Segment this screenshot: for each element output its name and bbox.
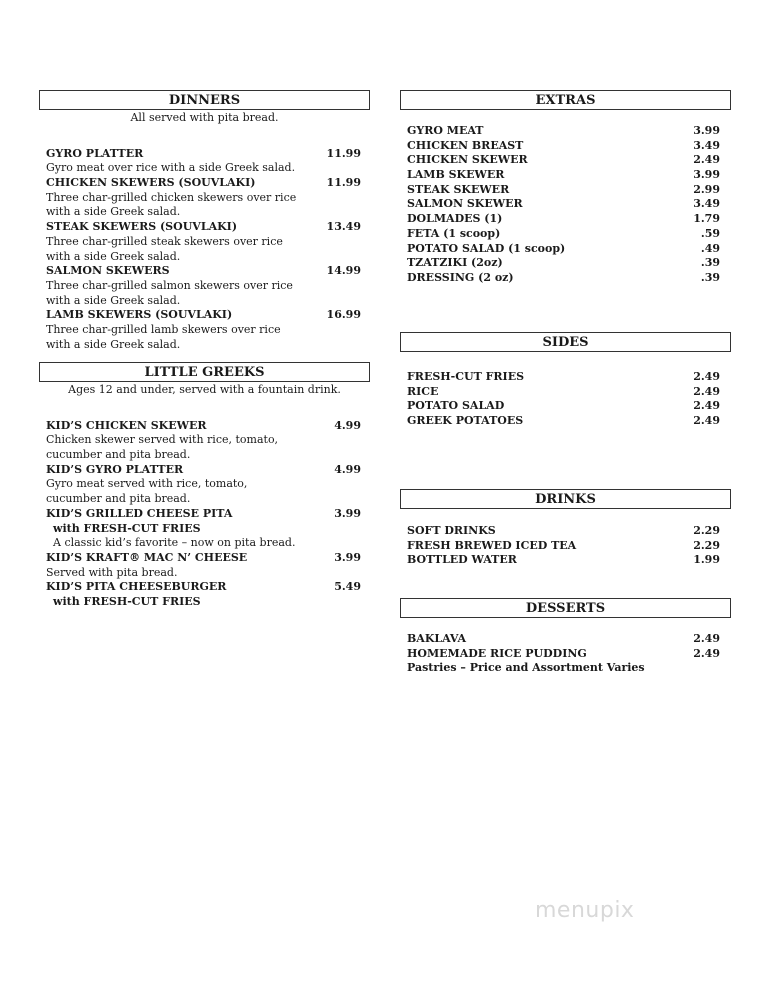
description-text: Chicken skewer served with rice, tomato,	[46, 433, 279, 447]
description-text: Gyro meat served with rice, tomato,	[46, 477, 248, 491]
item-name: LAMB SKEWERS (SOUVLAKI)	[46, 308, 233, 322]
item-name: GYRO MEAT	[407, 124, 484, 137]
menu-item	[407, 539, 731, 554]
item-name: CHICKEN SKEWER	[407, 153, 528, 167]
item-price: .39	[700, 270, 720, 284]
item-name: with FRESH-CUT FRIES	[53, 594, 201, 608]
item-price: 2.49	[693, 414, 720, 428]
item-list	[46, 419, 370, 610]
menu-item	[407, 647, 731, 662]
item-price: 4.99	[334, 462, 361, 476]
item-name: SALMON SKEWERS	[46, 264, 170, 278]
section-header: DRINKS	[400, 489, 731, 509]
section-sides	[400, 332, 731, 429]
menu-item	[407, 183, 731, 198]
item-price: 13.49	[326, 220, 361, 234]
item-description	[46, 294, 370, 309]
item-description	[46, 433, 370, 448]
item-name: RICE	[407, 384, 439, 398]
menu-item	[407, 227, 731, 242]
description-text: with a side Greek salad.	[46, 249, 181, 263]
item-price: 2.49	[693, 384, 720, 398]
section-header: DESSERTS	[400, 598, 731, 618]
item-price: 14.99	[326, 264, 361, 278]
menu-item	[407, 168, 731, 183]
item-description	[46, 566, 370, 581]
item-name: POTATO SALAD	[407, 399, 505, 413]
item-name: CHICKEN SKEWERS (SOUVLAKI)	[46, 176, 256, 190]
menu-item	[46, 595, 370, 610]
item-description	[46, 477, 370, 492]
item-description	[46, 338, 370, 353]
section-dinners	[39, 90, 370, 352]
menu-item	[407, 661, 731, 676]
item-name: Pastries – Price and Assortment Varies	[407, 661, 645, 675]
item-name: KID’S GRILLED CHEESE PITA	[46, 506, 233, 520]
item-price: 4.99	[334, 418, 361, 432]
item-name: KID’S PITA CHEESEBURGER	[46, 580, 227, 594]
item-name: BAKLAVA	[407, 632, 467, 645]
description-text: with a side Greek salad.	[46, 337, 181, 351]
item-price: .59	[700, 226, 720, 240]
menu-item	[407, 385, 731, 400]
item-description	[46, 448, 370, 463]
menu-item	[407, 271, 731, 286]
section-desserts	[400, 598, 731, 676]
item-description	[46, 536, 370, 551]
description-text: Gyro meat over rice with a side Greek salad.	[46, 161, 296, 175]
description-text: cucumber and pita bread.	[46, 492, 191, 506]
item-price: 3.49	[693, 138, 720, 152]
item-name: TZATZIKI (2oz)	[407, 256, 503, 270]
menu-item	[407, 632, 731, 647]
item-price: 2.29	[693, 524, 720, 537]
section-little-greeks	[39, 362, 370, 610]
item-price: 2.49	[693, 399, 720, 413]
item-price: 3.49	[693, 197, 720, 211]
menu-item	[407, 139, 731, 154]
description-text: Three char-grilled steak skewers over rice	[46, 234, 283, 248]
item-price: 2.29	[693, 538, 720, 552]
description-text: Three char-grilled chicken skewers over rice	[46, 190, 297, 204]
description-text: Three char-grilled lamb skewers over rice	[46, 322, 281, 336]
item-price: 2.49	[693, 646, 720, 660]
section-header: LITTLE GREEKS	[39, 362, 370, 382]
item-description	[46, 323, 370, 338]
item-name: KID’S CHICKEN SKEWER	[46, 418, 207, 432]
item-list	[407, 632, 731, 676]
item-description	[46, 492, 370, 507]
menu-item	[407, 399, 731, 414]
description-text: A classic kid’s favorite – now on pita bread.	[53, 536, 296, 550]
section-subtitle: All served with pita bread.	[130, 111, 279, 124]
item-name: DRESSING (2 oz)	[407, 270, 514, 284]
description-text: Served with pita bread.	[46, 565, 178, 579]
item-list	[407, 370, 731, 429]
description-text: cucumber and pita bread.	[46, 448, 191, 462]
menu-item	[46, 463, 370, 478]
item-list	[407, 124, 731, 286]
menu-item	[46, 220, 370, 235]
item-list	[46, 147, 370, 353]
menu-item	[407, 414, 731, 429]
menu-item	[46, 551, 370, 566]
item-price: .49	[700, 241, 720, 255]
item-name: KID’S KRAFT® MAC N’ CHEESE	[46, 550, 248, 564]
item-name: GYRO PLATTER	[46, 146, 144, 160]
description-text: with a side Greek salad.	[46, 293, 181, 307]
menu-item	[407, 553, 731, 568]
item-price: 2.49	[693, 153, 720, 167]
item-name: GREEK POTATOES	[407, 414, 524, 428]
item-price: 11.99	[326, 146, 361, 160]
item-description	[46, 235, 370, 250]
section-header: SIDES	[400, 332, 731, 352]
section-extras	[400, 90, 731, 286]
item-name: LAMB SKEWER	[407, 168, 505, 182]
menupix-watermark: menupix	[535, 898, 635, 923]
section-subtitle: Ages 12 and under, served with a fountain drink.	[68, 383, 341, 396]
menu-item	[407, 242, 731, 257]
menu-item	[407, 197, 731, 212]
item-price: 3.99	[334, 506, 361, 520]
item-name: FRESH BREWED ICED TEA	[407, 538, 577, 552]
section-header: DINNERS	[39, 90, 370, 110]
description-text: with a side Greek salad.	[46, 205, 181, 219]
item-price: 3.99	[693, 168, 720, 182]
item-list	[407, 524, 731, 568]
item-name: with FRESH-CUT FRIES	[53, 521, 201, 535]
menu-item	[46, 308, 370, 323]
item-price: 1.99	[693, 553, 720, 567]
item-price: 1.79	[693, 212, 720, 226]
item-price: 2.49	[693, 632, 720, 645]
item-name: POTATO SALAD (1 scoop)	[407, 241, 566, 255]
menu-item	[407, 124, 731, 139]
menu-item	[46, 522, 370, 537]
item-name: CHICKEN BREAST	[407, 138, 524, 152]
item-name: SOFT DRINKS	[407, 524, 496, 537]
item-name: STEAK SKEWER	[407, 182, 510, 196]
item-name: HOMEMADE RICE PUDDING	[407, 646, 587, 660]
item-description	[46, 279, 370, 294]
description-text: Three char-grilled salmon skewers over rice	[46, 278, 293, 292]
menu-item	[46, 176, 370, 191]
item-name: BOTTLED WATER	[407, 553, 517, 567]
item-description	[46, 161, 370, 176]
item-description	[46, 205, 370, 220]
menu-item	[46, 507, 370, 522]
item-name: DOLMADES (1)	[407, 212, 503, 226]
menu-item	[407, 524, 731, 539]
item-name: FRESH-CUT FRIES	[407, 370, 525, 383]
item-price: 3.99	[693, 124, 720, 137]
item-price: 2.49	[693, 370, 720, 383]
menu-item	[46, 264, 370, 279]
item-description	[46, 191, 370, 206]
item-price: 11.99	[326, 176, 361, 190]
item-name: KID’S GYRO PLATTER	[46, 462, 184, 476]
item-description	[46, 250, 370, 265]
item-name: STEAK SKEWERS (SOUVLAKI)	[46, 220, 238, 234]
menu-item	[407, 370, 731, 385]
menu-item	[407, 212, 731, 227]
item-name: SALMON SKEWER	[407, 197, 523, 211]
menu-item	[46, 147, 370, 162]
item-name: FETA (1 scoop)	[407, 226, 501, 240]
menu-item	[407, 256, 731, 271]
section-drinks	[400, 489, 731, 568]
item-price: .39	[700, 256, 720, 270]
item-price: 5.49	[334, 580, 361, 594]
menu-item	[46, 419, 370, 434]
menu-item	[407, 153, 731, 168]
item-price: 2.99	[693, 182, 720, 196]
item-price: 16.99	[326, 308, 361, 322]
item-price: 3.99	[334, 550, 361, 564]
section-header: EXTRAS	[400, 90, 731, 110]
menu-item	[46, 580, 370, 595]
